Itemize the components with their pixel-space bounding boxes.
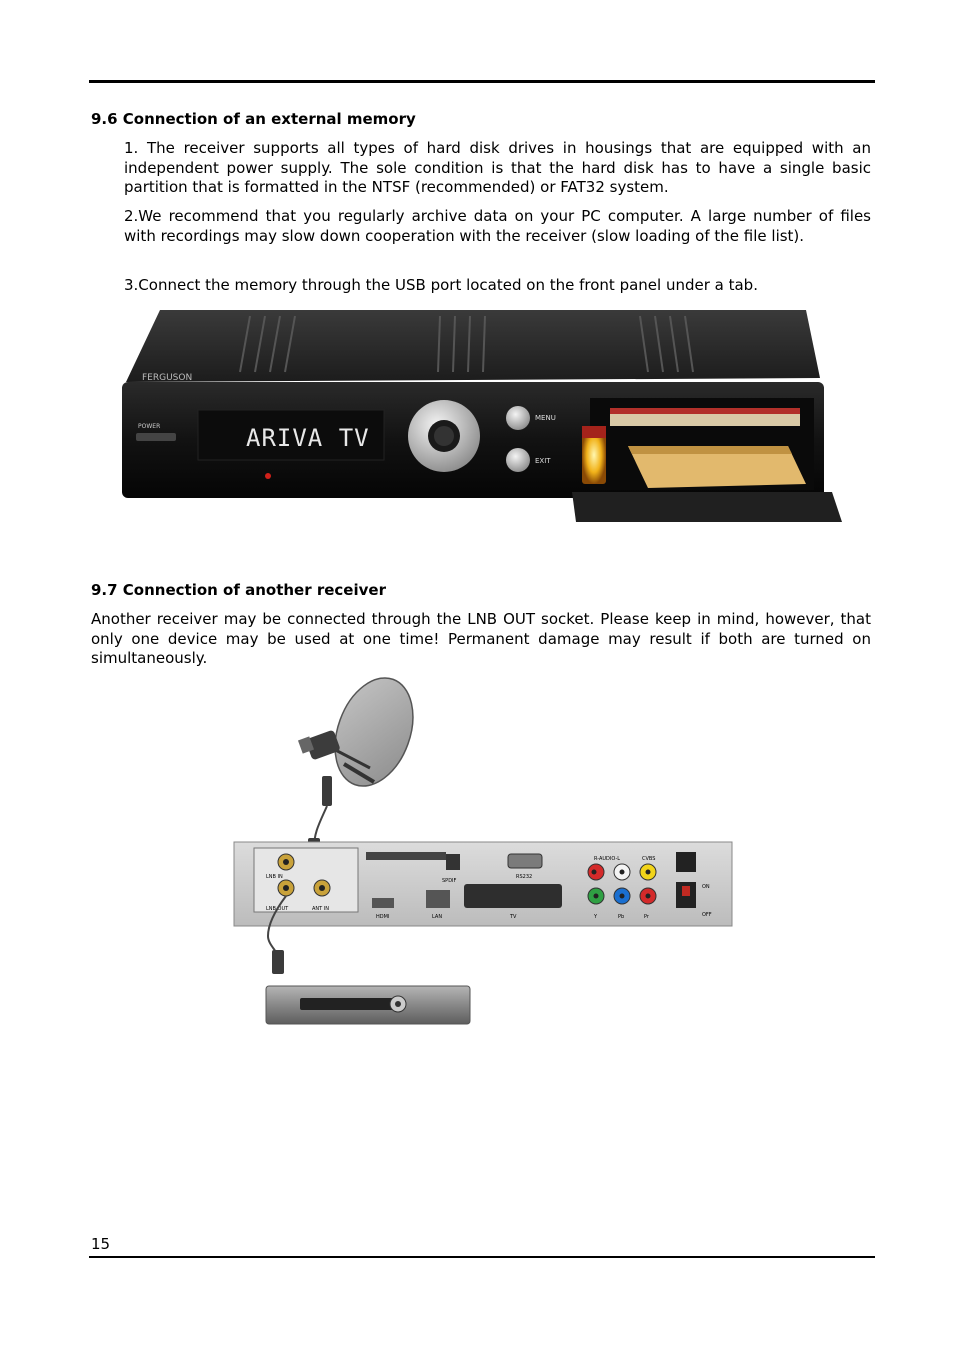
lnb-in-label: LNB IN xyxy=(266,874,283,880)
pb-label: Pb xyxy=(618,914,625,920)
power-label: POWER xyxy=(138,423,161,430)
header-rule xyxy=(89,80,875,83)
rs232-port xyxy=(508,854,542,868)
power-socket xyxy=(676,852,696,872)
off-label: OFF xyxy=(702,912,712,918)
second-receiver xyxy=(266,986,470,1024)
section-heading-external-memory: 9.6 Connection of an external memory xyxy=(91,110,416,128)
menu-button xyxy=(506,406,530,430)
connection-diagram xyxy=(228,672,738,1028)
lan-label: LAN xyxy=(432,914,443,920)
standby-led xyxy=(265,473,271,479)
paragraph-hdd-support: 1. The receiver supports all types of hard disk drives in housings that are equipped with an independent power supply. The sole condition is that the hard disk has to have a single basic partition that is formatted in the NTSF (recommended) or FAT32 system. xyxy=(124,139,871,196)
ant-in-label: ANT IN xyxy=(312,906,330,912)
y-label: Y xyxy=(594,914,598,920)
power-button xyxy=(136,433,176,441)
hdmi-label: HDMI xyxy=(376,914,390,920)
pr-label: Pr xyxy=(644,914,649,920)
spdif-port xyxy=(446,854,460,870)
exit-button xyxy=(506,448,530,472)
exit-label: EXIT xyxy=(535,457,551,465)
scart-port xyxy=(464,884,562,908)
brand-label: FERGUSON xyxy=(142,373,193,383)
lan-port xyxy=(426,890,450,908)
satellite-dish xyxy=(321,672,427,797)
lnb-out-label: LNB OUT xyxy=(266,906,289,912)
menu-label: MENU xyxy=(535,414,556,422)
receiver-front-photo xyxy=(120,306,846,530)
paragraph-archive-data: 2.We recommend that you regularly archive data on your PC computer. A large number of files with recordings may slow down cooperation with the receiver (slow loading of the file list). xyxy=(124,207,871,245)
display-text: ARIVA TV xyxy=(246,424,370,452)
tv-label: TV xyxy=(510,914,517,920)
front-flap xyxy=(572,492,842,522)
paragraph-usb-port: 3.Connect the memory through the USB port located on the front panel under a tab. xyxy=(124,276,758,294)
on-label: ON xyxy=(702,884,710,890)
hdmi-port xyxy=(372,898,394,908)
lnb-in-socket xyxy=(278,854,294,870)
cvbs-label: CVBS xyxy=(642,856,656,862)
spdif-label: SPDIF xyxy=(442,878,457,884)
audio-label: R-AUDIO-L xyxy=(594,856,621,862)
page-number: 15 xyxy=(91,1235,111,1253)
rs232-label: RS232 xyxy=(516,874,533,880)
lnb-out-socket xyxy=(278,880,294,896)
paragraph-lnb-out: Another receiver may be connected through the LNB OUT socket. Please keep in mind, however, that only one device may be used at one time! Permanent damage may result if both are turned on simultaneously. xyxy=(91,610,871,667)
section-heading-another-receiver: 9.7 Connection of another receiver xyxy=(91,581,386,599)
lnb xyxy=(298,730,341,761)
ant-in-socket xyxy=(314,880,330,896)
footer-rule xyxy=(89,1256,875,1258)
